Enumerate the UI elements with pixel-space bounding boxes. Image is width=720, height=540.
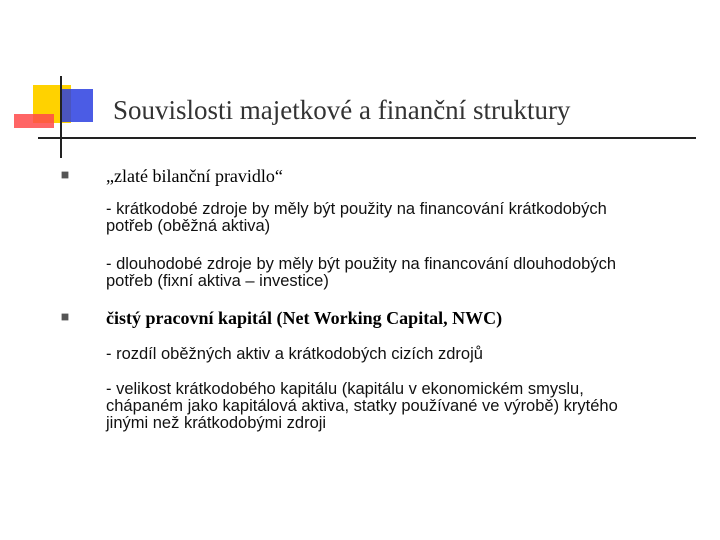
- paragraph-line: chápaném jako kapitálová aktiva, statky používané ve výrobě) krytého: [106, 397, 618, 415]
- paragraph-line: jinými než krátkodobými zdroji: [106, 414, 327, 432]
- vertical-rule: [60, 76, 62, 158]
- paragraph-short-term-sources: [106, 201, 696, 235]
- blue-square: [62, 89, 93, 122]
- paragraph-line: potřeb (fixní aktiva – investice): [106, 272, 329, 290]
- paragraph-long-term-sources: [106, 256, 696, 290]
- bullet-heading-golden-rule: „zlaté bilanční pravidlo“: [106, 166, 283, 186]
- square-bullet-icon: [62, 172, 69, 179]
- paragraph-nwc-size: [106, 381, 696, 432]
- paragraph-line: - velikost krátkodobého kapitálu (kapitálu v ekonomickém smyslu,: [106, 380, 584, 398]
- paragraph-nwc-difference: [106, 346, 696, 363]
- bullet-heading-nwc: čistý pracovní kapitál (Net Working Capital, NWC): [106, 308, 503, 328]
- paragraph-line: - krátkodobé zdroje by měly být použity na financování krátkodobých: [106, 200, 607, 218]
- title-underline: [38, 137, 696, 139]
- paragraph-line: - rozdíl oběžných aktiv a krátkodobých cizích zdrojů: [106, 345, 483, 363]
- square-bullet-icon: [62, 314, 69, 321]
- paragraph-line: - dlouhodobé zdroje by měly být použity na financování dlouhodobých: [106, 255, 617, 273]
- red-bar: [14, 114, 54, 128]
- page-title: Souvislosti majetkové a finanční struktury: [113, 95, 571, 125]
- paragraph-line: potřeb (oběžná aktiva): [106, 217, 271, 235]
- decorative-squares: [0, 0, 90, 170]
